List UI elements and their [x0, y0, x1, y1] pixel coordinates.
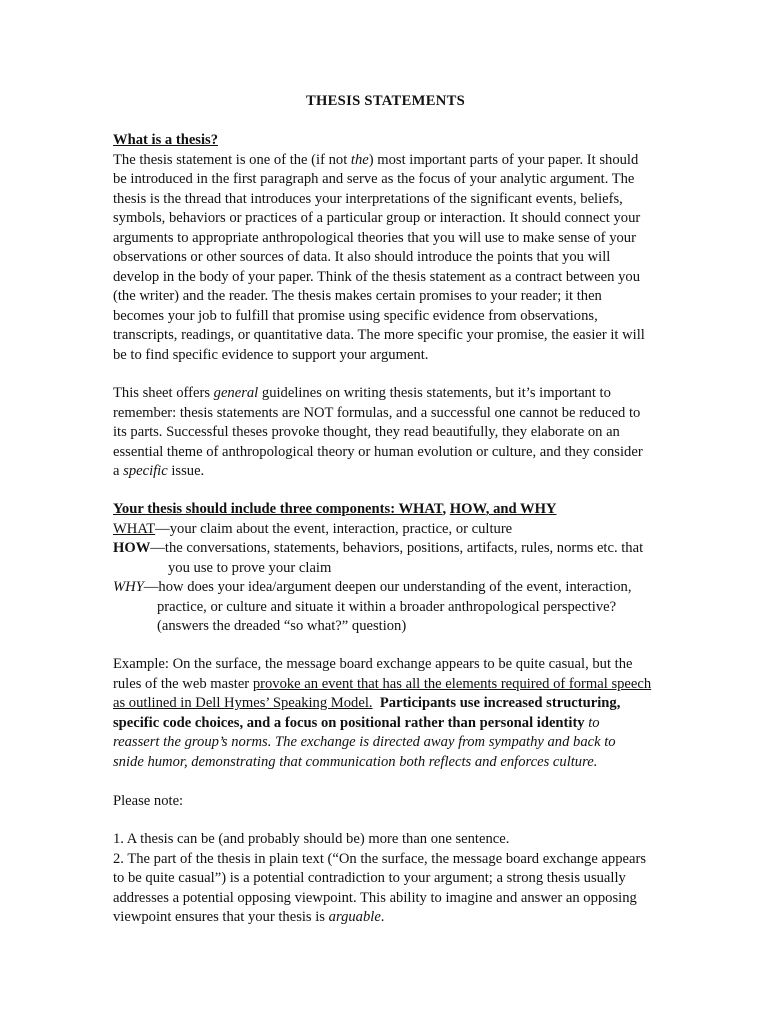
paragraph-line: to be quite casual”) is a potential contradiction to your argument; a strong thesis usually	[113, 870, 626, 886]
bold-text: Participants use increased structuring,	[379, 695, 621, 711]
section-please-note	[113, 792, 658, 812]
italic-text: the	[350, 151, 369, 168]
paragraph-line: symbols, behaviors or practices of a particular group or interaction. It should connect your	[113, 210, 641, 226]
paragraph-line: develop in the body of your paper. Think of the thesis statement as a contract between you	[113, 268, 640, 285]
paragraph-line	[113, 384, 658, 404]
italic-text: general	[213, 385, 259, 401]
section-heading: What is a thesis?	[113, 132, 219, 148]
component-how	[113, 539, 658, 559]
text-run: WHY	[519, 501, 557, 517]
paragraph-line	[113, 151, 658, 171]
text-run: rules of the web master	[113, 675, 253, 692]
term-label: WHAT	[113, 520, 156, 537]
bold-text: specific code choices, and a focus on positional rather than personal identity	[113, 714, 585, 731]
italic-text: specific	[123, 463, 168, 479]
paragraph-line: be introduced in the first paragraph and serve as the focus of your analytic argument. The	[113, 171, 635, 187]
paragraph-line: Example: On the surface, the message board exchange appears to be quite casual, but the	[113, 656, 633, 672]
paragraph-line: thesis is the thread that introduces your interpretations of the significant events, beliefs,	[113, 190, 623, 207]
text-run: Your thesis should include three components:	[113, 501, 399, 517]
italic-text: arguable	[328, 909, 381, 925]
underlined-text: provoke an event that has all the elements required of formal speech	[252, 675, 652, 692]
paragraph-line: (the writer) and the reader. The thesis makes certain promises to your reader; it then	[113, 288, 602, 304]
paragraph-line	[113, 908, 658, 928]
text-run: issue.	[167, 463, 205, 479]
text-run: ,	[442, 501, 450, 517]
paragraph-line: becomes your job to fulfill that promise using specific evidence from observations,	[113, 307, 598, 324]
paragraph-line: addresses a potential opposing viewpoint. This ability to imagine and answer an opposing	[113, 889, 637, 906]
text-run: a	[113, 463, 124, 479]
paragraph-line: snide humor, demonstrating that communication both reflects and enforces culture.	[113, 753, 598, 770]
paragraph-line: arguments to appropriate anthropological theories that you will use to make sense of your	[113, 229, 636, 246]
text-run: This sheet offers	[113, 385, 214, 401]
paragraph-line: observations or other sources of data. It also should introduce the points that you will	[113, 249, 611, 265]
paragraph-line: essential theme of anthropological theory or human evolution or culture, and they consider	[113, 443, 643, 460]
text-run: viewpoint ensures that your thesis is	[113, 909, 329, 925]
text-run	[373, 695, 380, 711]
italic-text: to	[584, 714, 600, 731]
text-run: —your claim about the event, interaction, practice, or culture	[155, 520, 513, 537]
paragraph-line: reassert the group’s norms. The exchange is directed away from sympathy and back to	[113, 734, 616, 750]
text-run: —how does your idea/argument deepen our understanding of the event, interaction,	[143, 579, 632, 595]
section-heading: Please note:	[113, 793, 184, 809]
text-run: .	[380, 909, 385, 925]
term-label: WHY	[113, 579, 144, 595]
paragraph-line	[113, 462, 658, 482]
text-run: The thesis statement is one of the (if not	[113, 151, 351, 168]
section-components	[113, 500, 658, 637]
component-what	[113, 520, 658, 540]
paragraph-line	[113, 675, 658, 695]
text-run: —the conversations, statements, behaviors, positions, artifacts, rules, norms etc. that	[150, 540, 644, 556]
page-title: THESIS STATEMENTS	[305, 93, 466, 109]
paragraph-line: be to find specific evidence to support your argument.	[113, 346, 429, 363]
text-run: guidelines on writing thesis statements, but it’s important to	[258, 385, 611, 401]
component-how-continued: you use to prove your claim	[168, 559, 332, 576]
term-label: HOW	[113, 540, 151, 556]
list-item: 2. The part of the thesis in plain text (“On the surface, the message board exchange appears	[113, 850, 647, 867]
section-example	[113, 655, 658, 772]
paragraph-line: transcripts, readings, or quantitative data. The more specific your promise, the easier it will	[113, 327, 645, 343]
paragraph-line	[113, 714, 658, 734]
paragraph-line	[113, 694, 658, 714]
section-guidelines	[113, 384, 658, 482]
text-run: HOW	[449, 501, 486, 517]
note-list	[113, 830, 658, 928]
underlined-text: as outlined in Dell Hymes’ Speaking Model.	[113, 695, 373, 711]
text-run: ) most important parts of your paper. It should	[368, 151, 639, 168]
section-heading	[113, 500, 658, 520]
text-run: WHAT	[398, 501, 443, 517]
paragraph-line: remember: thesis statements are NOT formulas, and a successful one cannot be reduced to	[113, 404, 641, 421]
component-why-continued: (answers the dreaded “so what?” question)	[157, 618, 407, 634]
list-item: 1. A thesis can be (and probably should be) more than one sentence.	[113, 831, 510, 847]
component-why	[113, 578, 658, 598]
section-what-is-thesis	[113, 131, 658, 365]
text-run: , and	[485, 501, 520, 517]
paragraph-line: its parts. Successful theses provoke thought, they read beautifully, they elaborate on an	[113, 424, 620, 440]
component-why-continued: practice, or culture and situate it within a broader anthropological perspective?	[157, 598, 617, 615]
